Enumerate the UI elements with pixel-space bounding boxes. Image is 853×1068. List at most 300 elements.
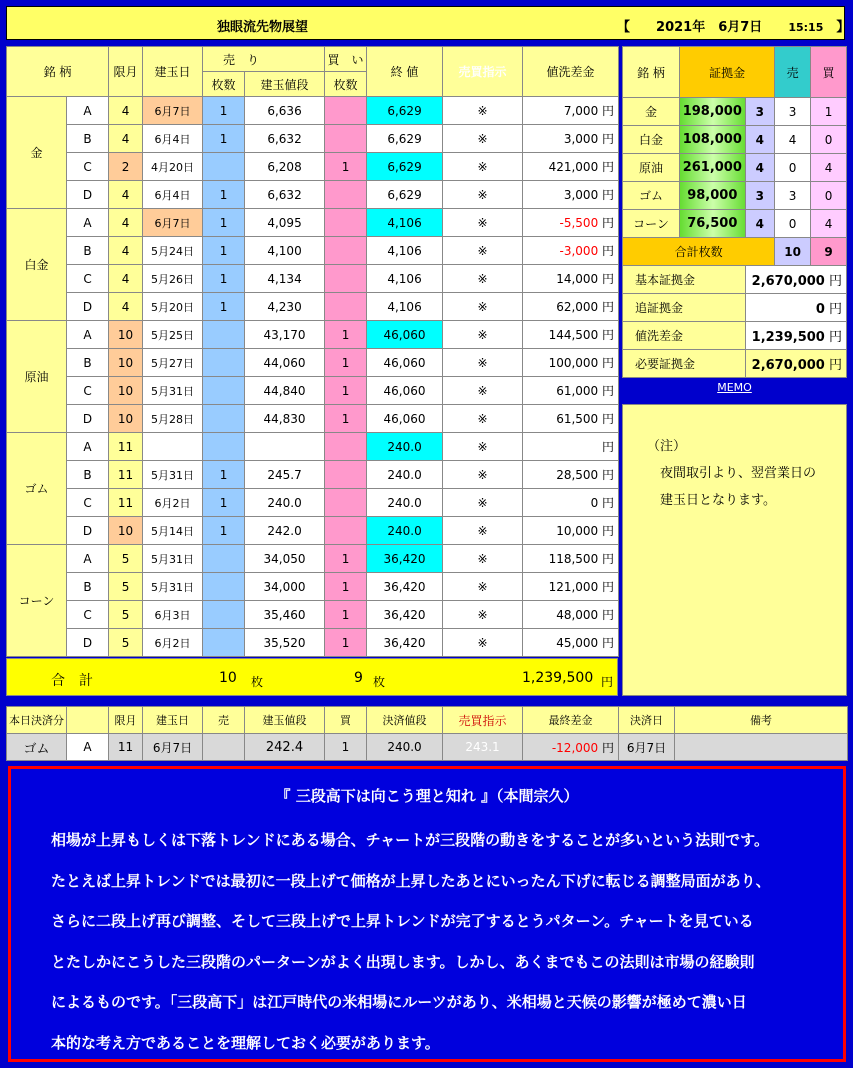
diff-value: 100,000 [548,356,599,370]
contract-key: D [67,517,109,545]
memo-box [622,404,847,696]
close-price-cell: 240.0 [367,461,443,489]
margin-amount: 108,000 [680,126,746,154]
diff-value: 45,000 [556,636,599,650]
diff-value: 61,500 [556,412,599,426]
sell-count-cell: 1 [203,97,245,125]
summary-value: 2,670,000 [751,274,825,289]
memo-title: MEMO [717,381,752,394]
table-row [7,181,619,209]
gengetsu-cell: 4 [109,293,143,321]
settle-cell: 6月7日 [143,734,203,761]
diff-cell [523,181,619,209]
table-row [7,265,619,293]
summary-unit: 円 [824,358,842,373]
diff-unit: 円 [598,496,615,510]
table-row [7,377,619,405]
settle-cell: 242.4 [245,734,325,761]
commodity-name: 白金 [7,209,67,321]
margin-sell: 0 [775,154,811,182]
price-cell: 35,520 [245,629,325,657]
price-cell: 6,632 [245,181,325,209]
tategyokubi-cell: 6月2日 [143,629,203,657]
quote-line: とたしかにこうした三段階のパーターンがよく出現します。しかし、あくまでもこの法則は市場の経験則 [51,952,755,971]
settle-header-cell: 限月 [109,707,143,734]
contract-key: A [67,321,109,349]
close-price-cell: 4,106 [367,293,443,321]
quote-line: たとえば上昇トレンドでは最初に一段上げて価格が上昇したあとにいったん下げに転じる調整局面があり、 [51,871,771,890]
table-row [7,349,619,377]
tategyokubi-cell: 5月25日 [143,321,203,349]
settle-cell [523,734,619,761]
close-price-cell: 46,060 [367,321,443,349]
diff-value: 421,000 [548,160,599,174]
diff-cell [523,209,619,237]
instruction-cell: ※ [443,97,523,125]
instruction-cell: ※ [443,293,523,321]
diff-value: 48,000 [556,608,599,622]
instruction-cell: ※ [443,265,523,293]
margin-amount: 198,000 [680,98,746,126]
tategyokubi-cell: 5月31日 [143,377,203,405]
buy-count-cell [325,489,367,517]
settle-header-cell: 売 [203,707,245,734]
diff-cell [523,405,619,433]
diff-cell [523,461,619,489]
table-row [7,461,619,489]
buy-count-cell [325,237,367,265]
close-price-cell: 6,629 [367,97,443,125]
price-cell: 240.0 [245,489,325,517]
gengetsu-cell: 11 [109,461,143,489]
diff-value: -3,000 [559,244,599,258]
diff-unit: 円 [598,328,615,342]
instruction-cell: ※ [443,153,523,181]
summary-value: 2,670,000 [751,358,825,373]
diff-value: 61,000 [556,384,599,398]
diff-cell [523,489,619,517]
tategyokubi-cell: 6月2日 [143,489,203,517]
diff-unit: 円 [598,412,615,426]
header-meigara: 銘 柄 [7,47,109,97]
diff-unit: 円 [598,468,615,482]
instruction-cell: ※ [443,601,523,629]
tategyokubi-cell: 5月14日 [143,517,203,545]
contract-key: B [67,125,109,153]
totals-sell: 10 [219,670,237,686]
sell-count-cell: 1 [203,209,245,237]
table-row [7,405,619,433]
margin-commodity: 白金 [623,126,680,154]
margin-row [623,210,847,238]
margin-amount: 98,000 [680,182,746,210]
buy-count-cell [325,125,367,153]
margin-count: 4 [745,154,775,182]
margin-count: 4 [745,126,775,154]
tategyokubi-cell: 5月24日 [143,237,203,265]
totals-sell-unit: 枚 [251,675,264,689]
diff-cell [523,349,619,377]
header-uri: 売 り [203,47,325,72]
settle-header-cell: 決済値段 [367,707,443,734]
margin-count: 3 [745,182,775,210]
margin-amount: 261,000 [680,154,746,182]
summary-unit: 円 [824,330,842,345]
contract-key: A [67,97,109,125]
diff-value: -5,500 [559,216,599,230]
quote-box [8,766,846,1062]
buy-count-cell [325,433,367,461]
contract-key: C [67,377,109,405]
sell-count-cell: 1 [203,125,245,153]
buy-count-cell [325,461,367,489]
price-cell: 6,636 [245,97,325,125]
settle-header-cell: 備考 [675,707,848,734]
diff-unit: 円 [598,300,615,314]
settle-header-row [7,707,848,734]
settle-header-cell: 最終差金 [523,707,619,734]
table-row [7,489,619,517]
instruction-cell: ※ [443,629,523,657]
summary-row [623,294,847,322]
margin-row [623,182,847,210]
summary-label: 追証拠金 [623,294,746,322]
diff-cell [523,265,619,293]
settle-header-cell: 買 [325,707,367,734]
margin-commodity: ゴム [623,182,680,210]
settle-cell [675,734,848,761]
settle-header-cell: 本日決済分 [7,707,67,734]
diff-value: 62,000 [556,300,599,314]
buy-count-cell: 1 [325,405,367,433]
buy-count-cell: 1 [325,377,367,405]
margin-total-row [623,238,847,266]
margin-sell: 3 [775,98,811,126]
price-cell: 242.0 [245,517,325,545]
positions-table [6,46,619,657]
totals-row [6,658,618,696]
summary-label: 必要証拠金 [623,350,746,378]
buy-count-cell [325,265,367,293]
settle-cell: A [67,734,109,761]
totals-label: 合 計 [51,673,93,689]
sell-count-cell: 1 [203,517,245,545]
price-cell: 44,060 [245,349,325,377]
buy-count-cell: 1 [325,573,367,601]
close-price-cell: 36,420 [367,601,443,629]
instruction-cell: ※ [443,573,523,601]
sell-count-cell: 1 [203,237,245,265]
buy-count-cell [325,181,367,209]
table-row [7,545,619,573]
margin-sell: 4 [775,126,811,154]
header-neaarai: 値洗差金 [523,47,619,97]
gengetsu-cell: 4 [109,237,143,265]
diff-value: 7,000 [563,104,599,118]
diff-value: 118,500 [548,552,599,566]
diff-unit: 円 [598,188,615,202]
margin-total-sell: 10 [775,238,811,266]
gengetsu-cell: 10 [109,321,143,349]
summary-value: 1,239,500 [751,330,825,345]
price-cell: 6,208 [245,153,325,181]
buy-count-cell: 1 [325,153,367,181]
gengetsu-cell: 4 [109,265,143,293]
margin-amount: 76,500 [680,210,746,238]
diff-cell [523,321,619,349]
gengetsu-cell: 10 [109,517,143,545]
price-cell: 4,230 [245,293,325,321]
side-header-meigara: 銘 柄 [623,47,680,98]
diff-cell [523,125,619,153]
tategyokubi-cell: 5月28日 [143,405,203,433]
contract-key: B [67,237,109,265]
close-price-cell: 6,629 [367,181,443,209]
datetime-label: 【 2021年 6月7日 15:15 】 [617,20,850,35]
diff-value: 0 [590,496,599,510]
diff-value: 10,000 [556,524,599,538]
summary-row [623,322,847,350]
memo-line: （注） [647,439,687,454]
sell-count-cell [203,405,245,433]
table-row [7,209,619,237]
close-price-cell: 46,060 [367,377,443,405]
gengetsu-cell: 11 [109,433,143,461]
summary-row [623,266,847,294]
header-gengetsu: 限月 [109,47,143,97]
diff-unit: 円 [598,384,615,398]
buy-count-cell [325,517,367,545]
sell-count-cell [203,321,245,349]
title-bar [6,6,850,40]
instruction-cell: ※ [443,405,523,433]
margin-buy: 1 [811,98,847,126]
price-cell: 34,050 [245,545,325,573]
diff-unit: 円 [598,552,615,566]
settle-header-cell [67,707,109,734]
table-row [7,293,619,321]
buy-count-cell: 1 [325,545,367,573]
instruction-cell: ※ [443,125,523,153]
memo-line: 夜間取引より、翌営業日の [647,466,817,481]
side-header-shokokin: 証拠金 [680,47,775,98]
header-buy-maisu: 枚数 [325,72,367,97]
tategyokubi-cell: 5月26日 [143,265,203,293]
summary-unit: 円 [824,302,842,317]
header-baibai-shiji: 売買指示 [443,47,523,97]
settle-header-cell: 決済日 [619,707,675,734]
price-cell: 44,840 [245,377,325,405]
contract-key: D [67,629,109,657]
gengetsu-cell: 4 [109,209,143,237]
contract-key: A [67,545,109,573]
tategyokubi-cell: 6月7日 [143,209,203,237]
settle-cell: 243.1 [443,734,523,761]
page-title: 独眼流先物展望 [217,20,309,35]
table-row [7,153,619,181]
margin-summary-table [622,46,847,378]
tategyokubi-cell: 4月20日 [143,153,203,181]
sell-count-cell [203,433,245,461]
close-price-cell: 240.0 [367,517,443,545]
price-cell: 35,460 [245,601,325,629]
diff-cell [523,545,619,573]
gengetsu-cell: 4 [109,125,143,153]
table-row [7,601,619,629]
sell-count-cell: 1 [203,181,245,209]
margin-buy: 0 [811,126,847,154]
gengetsu-cell: 5 [109,545,143,573]
diff-cell [523,153,619,181]
quote-title: 『 三段高下は向こう理と知れ 』（本間宗久） [275,787,579,805]
margin-buy: 0 [811,182,847,210]
commodity-name: 金 [7,97,67,209]
contract-key: A [67,433,109,461]
settlement-table [6,706,848,761]
diff-unit: 円 [598,608,615,622]
margin-row [623,154,847,182]
close-price-cell: 240.0 [367,433,443,461]
diff-unit: 円 [598,580,615,594]
summary-value-cell [745,266,846,294]
sell-count-cell: 1 [203,489,245,517]
table-row [7,237,619,265]
gengetsu-cell: 10 [109,405,143,433]
settle-unit: 円 [598,740,614,755]
gengetsu-cell: 2 [109,153,143,181]
margin-commodity: コーン [623,210,680,238]
settle-cell: 11 [109,734,143,761]
contract-key: B [67,573,109,601]
sell-count-cell [203,377,245,405]
diff-cell [523,629,619,657]
instruction-cell: ※ [443,209,523,237]
table-row [7,433,619,461]
contract-key: C [67,153,109,181]
settle-cell [203,734,245,761]
diff-unit: 円 [598,216,615,230]
margin-sell: 3 [775,182,811,210]
sell-count-cell [203,349,245,377]
instruction-cell: ※ [443,433,523,461]
contract-key: C [67,489,109,517]
buy-count-cell: 1 [325,349,367,377]
diff-value: 28,500 [556,468,599,482]
summary-label: 値洗差金 [623,322,746,350]
contract-key: B [67,349,109,377]
margin-total-buy: 9 [811,238,847,266]
quote-line: 相場が上昇もしくは下落トレンドにある場合、チャートが三段階の動きをすることが多いという法則です。 [51,831,769,849]
price-cell: 245.7 [245,461,325,489]
settle-cell: ゴム [7,734,67,761]
diff-cell [523,573,619,601]
quote-line: によるものです。「三段高下」は江戸時代の米相場にルーツがあり、米相場と天候の影響が極めて濃い日 [51,993,747,1011]
header-tategyokubi: 建玉日 [143,47,203,97]
memo-line: 建玉日となります。 [647,493,776,508]
summary-value: 0 [815,302,825,317]
margin-sell: 0 [775,210,811,238]
settle-header-cell: 建玉日 [143,707,203,734]
close-price-cell: 4,106 [367,209,443,237]
instruction-cell: ※ [443,321,523,349]
settle-header-cell: 売買指示 [443,707,523,734]
header-owarine: 終 値 [367,47,443,97]
quote-line: さらに二段上げ再び調整、そして三段上げで上昇トレンドが完了するとうパターン。チャートを見ている [51,912,754,930]
instruction-cell: ※ [443,181,523,209]
side-header-uri: 売 [775,47,811,98]
contract-key: C [67,601,109,629]
settle-cell: 1 [325,734,367,761]
close-price-cell: 36,420 [367,629,443,657]
diff-value: 121,000 [548,580,599,594]
instruction-cell: ※ [443,545,523,573]
gengetsu-cell: 10 [109,349,143,377]
settle-final-diff: -12,000 [551,740,599,755]
close-price-cell: 4,106 [367,237,443,265]
diff-cell [523,237,619,265]
tategyokubi-cell: 6月3日 [143,601,203,629]
close-price-cell: 46,060 [367,405,443,433]
summary-value-cell [745,350,846,378]
price-cell: 4,134 [245,265,325,293]
price-cell: 34,000 [245,573,325,601]
instruction-cell: ※ [443,237,523,265]
tategyokubi-cell: 6月4日 [143,125,203,153]
close-price-cell: 6,629 [367,125,443,153]
diff-unit: 円 [598,132,615,146]
price-cell: 6,632 [245,125,325,153]
price-cell: 4,100 [245,237,325,265]
tategyokubi-cell: 5月27日 [143,349,203,377]
diff-cell [523,601,619,629]
margin-row [623,98,847,126]
summary-value-cell [745,294,846,322]
table-row [7,629,619,657]
sell-count-cell [203,573,245,601]
diff-value: 14,000 [556,272,599,286]
close-price-cell: 240.0 [367,489,443,517]
diff-unit: 円 [598,160,615,174]
gengetsu-cell: 4 [109,181,143,209]
sell-count-cell: 1 [203,293,245,321]
margin-row [623,126,847,154]
price-cell: 44,830 [245,405,325,433]
contract-key: B [67,461,109,489]
diff-unit: 円 [598,524,615,538]
gengetsu-cell: 5 [109,601,143,629]
table-row [7,321,619,349]
margin-commodity: 原油 [623,154,680,182]
diff-value: 144,500 [548,328,599,342]
tategyokubi-cell: 5月31日 [143,461,203,489]
settle-cell: 240.0 [367,734,443,761]
summary-unit: 円 [824,274,842,289]
header-kai: 買 い [325,47,367,72]
margin-commodity: 金 [623,98,680,126]
sell-count-cell [203,545,245,573]
table-row [7,125,619,153]
instruction-cell: ※ [443,377,523,405]
diff-unit: 円 [598,356,615,370]
side-header-kai: 買 [811,47,847,98]
diff-unit: 円 [598,272,615,286]
diff-unit: 円 [598,636,615,650]
sell-count-cell [203,629,245,657]
margin-total-label: 合計枚数 [623,238,775,266]
diff-unit: 円 [598,244,615,258]
close-price-cell: 6,629 [367,153,443,181]
quote-body [51,820,843,1063]
